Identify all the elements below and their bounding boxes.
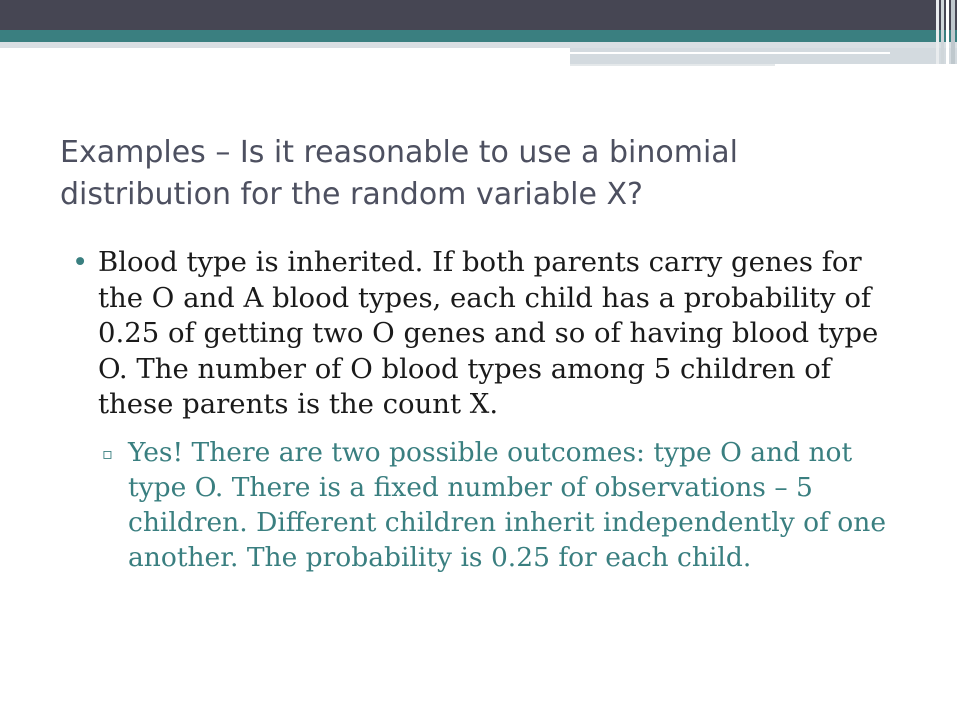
corner-stripes-decoration [934,0,960,64]
slide-content [72,245,912,575]
sub-bullet-text: Yes! There are two possible outcomes: type O and not type O. There is a fixed number of observations – 5 children. Different children inherit independently of one another. The probability is 0.25 for each child. [128,436,887,573]
sub-bullet-marker-icon: ▫ [102,443,113,463]
header-band-dark [0,0,960,30]
header-accent-line [570,52,890,54]
bullet-text: Blood type is inherited. If both parents carry genes for the O and A blood types, each child has a probability of 0.25 of getting two O genes and so of having blood type O. The number of O blood types among 5 children of these parents is the count X. [98,246,879,420]
slide-title: Examples – Is it reasonable to use a binomial distribution for the random variable X? [60,135,739,212]
bullet-marker-icon: • [72,246,89,278]
bullet-item [72,245,912,423]
sub-bullet-item [102,435,912,575]
header-accent-block [570,48,960,64]
header-band-teal [0,30,960,42]
header-accent-underline [570,64,775,66]
